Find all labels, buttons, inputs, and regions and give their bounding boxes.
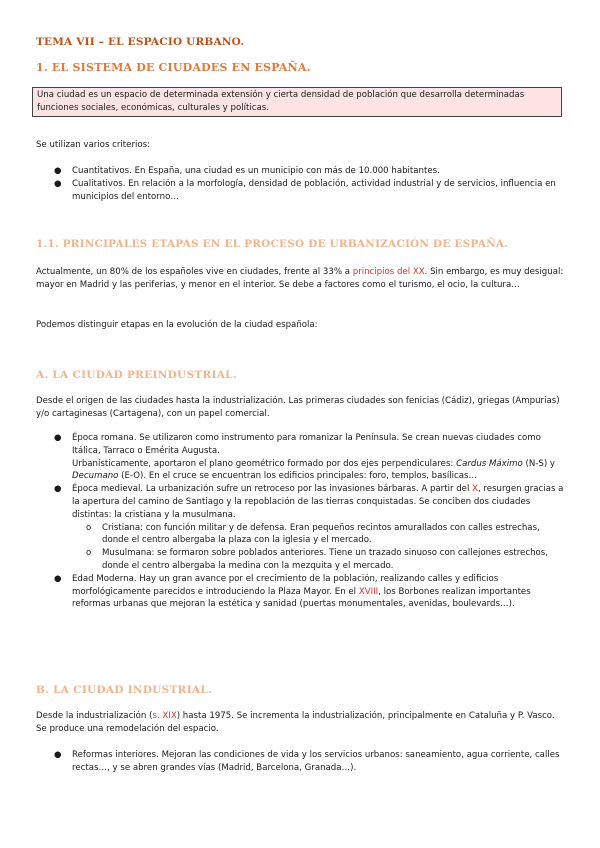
romana-urbanismo-b: (N-S) y (522, 458, 556, 469)
paragraph-industrial (36, 710, 564, 736)
ciudad-musulmana-text: Musulmana: se formaron sobre poblados anteriores. Tiene un trazado sinuoso con callejones estrechos, donde el centro albergaba la medina con la mezquita y el mercado. (102, 548, 548, 571)
ciudad-cristiana-text: Cristiana: con función militar y de defensa. Eran pequeños recintos amurallados con calles estrechas, donde el centro albergaba la plaza con la iglesia y el mercado. (102, 522, 540, 546)
paragraph-actualmente (36, 266, 564, 292)
industrial-list (54, 749, 564, 775)
section-heading-b: B. LA CIUDAD INDUSTRIAL. (36, 684, 212, 696)
industrial-red-text: s. XIX (152, 711, 177, 721)
moderna-text-a: Edad Moderna. Hay un gran avance por el crecimiento de la población, realizando calles y edificios morfológicamente parecidos e introduciendo la Plaza Mayor. En el (72, 573, 499, 597)
list-item (54, 178, 564, 204)
actualmente-text-a: Actualmente, un 80% de los españoles vive en ciudades, frente al 33% a (36, 267, 353, 277)
section-heading-1: 1. EL SISTEMA DE CIUDADES EN ESPAÑA. (36, 61, 311, 74)
list-item (54, 749, 564, 775)
section-heading-1-1: 1.1. PRINCIPALES ETAPAS EN EL PROCESO DE URBANIZACIÓN DE ESPAÑA. (36, 238, 509, 250)
bullet-icon: ● (54, 433, 62, 443)
industrial-text-a: Desde la industrialización ( (36, 711, 153, 721)
criterio-cuantitativo: Cuantitativos. En España, una ciudad es un municipio con más de 10.000 habitantes. (72, 166, 440, 176)
cardus-maximo: Cardus Máximo (456, 458, 523, 469)
moderna-red-text: XVIII (358, 586, 379, 597)
circle-bullet-icon: o (86, 548, 92, 559)
criterio-cualitativo: Cualitativos. En relación a la morfología, densidad de población, actividad industrial y de servicios, influencia en municipios del entorno… (72, 179, 556, 202)
list-item (86, 547, 564, 573)
reformas-interiores-text: Reformas interiores. Mejoran las condiciones de vida y los servicios urbanos: saneamiento, agua corriente, calles rectas…, y se abren grandes vías (Madrid, Barcelona, Granada…). (72, 750, 560, 773)
list-item (54, 483, 564, 573)
page-title: TEMA VII – EL ESPACIO URBANO. (36, 36, 245, 48)
bullet-icon: ● (54, 179, 62, 189)
epoca-romana-text: Época romana. Se utilizaron como instrumento para romanizar la Península. Se crean nuevas ciudades como Itálica, Tarraco o Emérita Augusta. (72, 433, 541, 456)
list-item (54, 573, 564, 611)
paragraph-etapas: Podemos distinguir etapas en la evolución de la ciudad española: (36, 320, 318, 330)
industrial-text-b: ) hasta 1975. Se incrementa la industrialización, principalmente en Cataluña y P. Vasco. Se produce una remodelación del espacio. (36, 711, 555, 734)
romana-urbanismo-c: (E-O). En el cruce se encuentran los edificios principales: foro, templos, basílicas… (118, 471, 478, 482)
medieval-text-a: Época medieval. La urbanización sufre un retroceso por las invasiones bárbaras. A partir del (72, 484, 473, 495)
criterios-intro: Se utilizan varios criterios: (36, 140, 151, 150)
actualmente-text-b: . Sin embargo, es muy desigual: mayor en Madrid y las periferias, y menor en el interior. Se debe a factores como el turismo, el ocio, la cultura… (36, 267, 564, 290)
bullet-icon: ● (54, 573, 62, 584)
actualmente-red-text: principios del XX (352, 267, 425, 277)
bullet-icon: ● (54, 484, 62, 495)
list-item (86, 522, 564, 548)
bullet-icon: ● (54, 750, 62, 760)
preindustrial-list (54, 432, 564, 611)
section-heading-a: A. LA CIUDAD PREINDUSTRIAL. (36, 369, 237, 381)
circle-bullet-icon: o (86, 522, 92, 533)
bullet-icon: ● (54, 166, 62, 176)
criterios-list (54, 165, 564, 204)
medieval-red-text: X (472, 484, 478, 495)
medieval-text-b: , resurgen gracias a la apertura del camino de Santiago y la repoblación de las tierras conquistadas. Se conciben dos ciudades distintas: la cristiana y la musulmana. (72, 484, 564, 520)
moderna-text-b: , los Borbones realizan importantes reformas urbanas que mejoran la estética y sanidad (puertas monumentales, avenidas, boulevards…). (72, 586, 531, 610)
list-item (54, 432, 564, 483)
list-item (54, 165, 564, 178)
definition-box: Una ciudad es un espacio de determinada extensión y cierta densidad de población que desarrolla determinadas funciones sociales, económicas, culturales y políticas. (32, 87, 562, 117)
ciudades-sublist (86, 522, 564, 573)
paragraph-preindustrial: Desde el origen de las ciudades hasta la industrialización. Las primeras ciudades son fenicias (Cádiz), griegas (Ampurias) y/o cartaginesas (Cartagena), con un papel comercial. (36, 396, 560, 419)
decumano: Decumano (72, 471, 119, 482)
romana-urbanismo-a: Urbanísticamente, aportaron el plano geométrico formado por dos ejes perpendiculares: (72, 458, 457, 469)
